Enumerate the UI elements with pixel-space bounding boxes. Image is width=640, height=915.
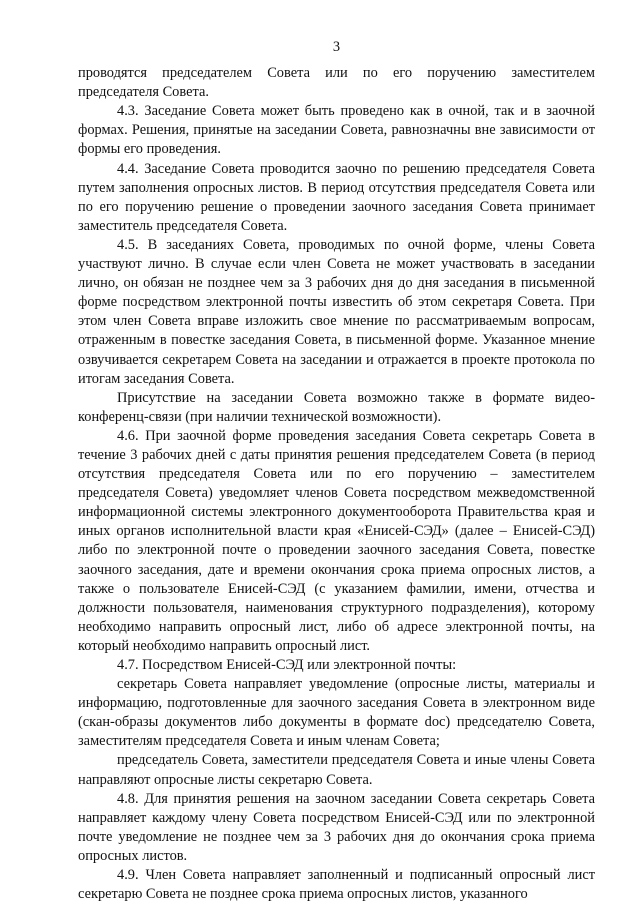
paragraph-videoconference: Присутствие на заседании Совета возможно также в формате видео-конференц-связи (при наличии технической возможности). (78, 389, 595, 425)
paragraph-4-9: 4.9. Член Совета направляет заполненный и подписанный опросный лист секретарю Совета не позднее срока приема опросных листов, указанного (78, 867, 595, 903)
paragraph-4-3: 4.3. Заседание Совета может быть проведено как в очной, так и в заочной формах. Решения, принятые на заседании Совета, равнозначны вне зависимости от формы его проведения. (78, 103, 595, 158)
paragraph-4-8: 4.8. Для принятия решения на заочном заседании Совета секретарь Совета направляет каждому члену Совета посредством Енисей-СЭД или по электронной почте уведомление не позднее чем за 3 рабочих дня до окончания срока приема опросных листов. (78, 790, 595, 864)
paragraph-4-4: 4.4. Заседание Совета проводится заочно по решению председателя Совета путем заполнения опросных листов. В период отсутствия председателя Совета или по его поручению решение о проведении заочного заседания Совета принимает заместитель председателя Совета. (78, 160, 595, 234)
paragraph-continuation: проводятся председателем Совета или по его поручению заместителем председателя Совета. (78, 65, 595, 101)
paragraph-4-7: 4.7. Посредством Енисей-СЭД или электронной почты: (117, 657, 457, 673)
paragraph-members-send: председатель Совета, заместители председателя Совета и иные члены Совета направляют опросные листы секретарю Совета. (78, 752, 595, 788)
paragraph-4-6: 4.6. При заочной форме проведения заседания Совета секретарь Совета в течение 3 рабочих дней с даты принятия решения председателем Совета (в период отсутствия председателя Совета или по его поручению – заместителем председателя Совета) уведомляет членов Совета посредством межведомственной информационной системы электронного документооборота Правительства края и иных органов исполнительной власти края «Енисей-СЭД» (далее – Енисей-СЭД) либо по электронной почте о проведении заочного заседания Совета, повестке заочного заседания, дате и времени окончания срока приема опросных листов, а также о пользователе Енисей-СЭД (с указанием фамилии, имени, отчества и должности пользователя, наименования структурного подразделения), которому необходимо направить опросный лист, либо об адресе электронной почты, на который необходимо направить опросный лист. (78, 427, 595, 654)
page-number: 3 (332, 39, 341, 55)
paragraph-4-5: 4.5. В заседаниях Совета, проводимых по очной форме, члены Совета участвуют лично. В случае если член Совета не может участвовать в заседании лично, он обязан не позднее чем за 3 рабочих дня до дня заседания в письменной форме посредством электронной почты известить об этом секретаря Совета. При этом член Совета вправе изложить свое мнение по рассматриваемым вопросам, отраженным в повестке заседания Совета, в письменной форме. Указанное мнение озвучивается секретарем Совета на заседании и отражается в проекте протокола по итогам заседания Совета. (78, 236, 595, 387)
paragraph-secretary-notice: секретарь Совета направляет уведомление (опросные листы, материалы и информацию, подготовленные для заочного заседания Совета в электронном виде (скан-образы документов либо документы в формате doc) председателю Совета, заместителям председателя Совета и иным членам Совета; (78, 676, 595, 750)
